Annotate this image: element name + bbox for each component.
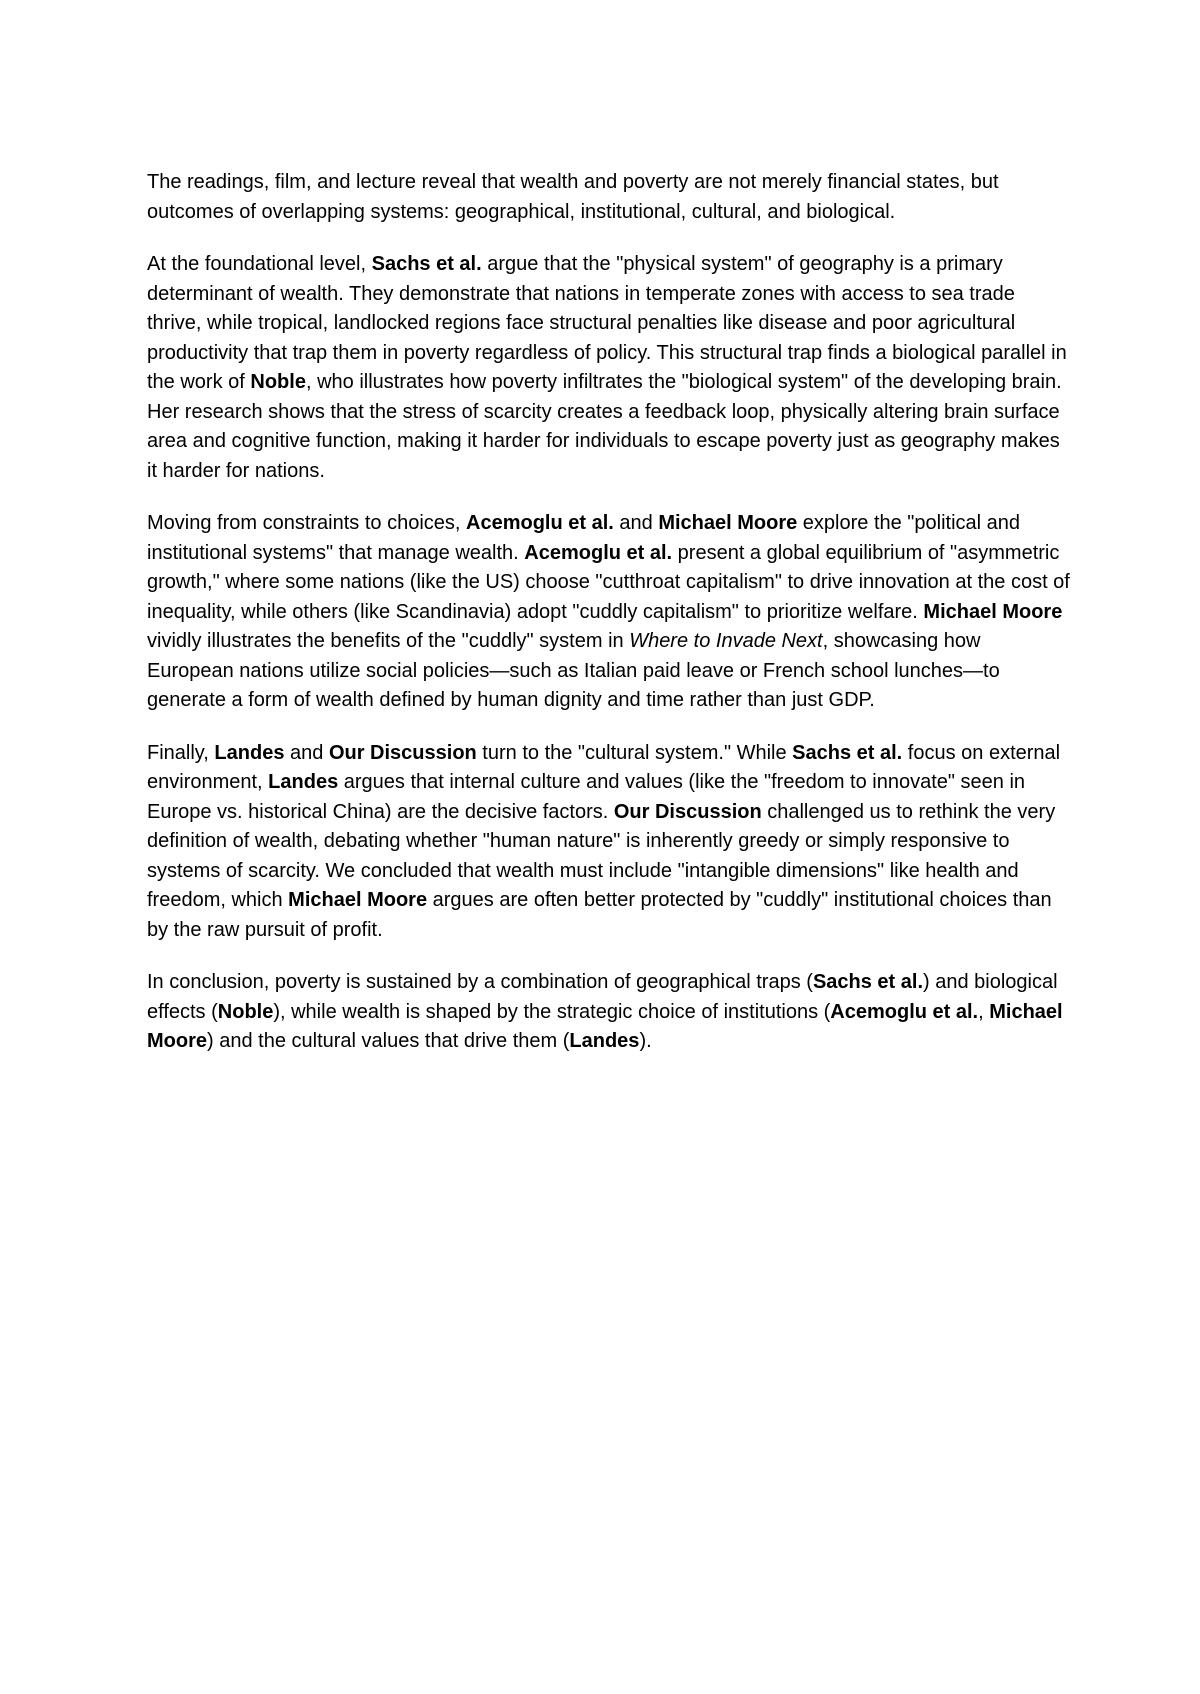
text-run: vividly illustrates the benefits of the "cuddly" system in (147, 630, 630, 652)
text-run: ) and the cultural values that drive them ( (207, 1030, 570, 1052)
paragraph-culture (147, 739, 1072, 946)
author-reference: Our Discussion (328, 741, 477, 764)
film-title: Where to Invade Next (629, 630, 823, 652)
text-run: ) and biological effects ( (147, 971, 1058, 1023)
paragraph-intro (147, 168, 1072, 227)
author-reference: Sachs et al. (371, 253, 482, 275)
author-reference: Acemoglu et al. (466, 512, 614, 534)
text-run: The readings, film, and lecture reveal that wealth and poverty are not merely financial states, but outcomes of overlapping systems: geographical, institutional, cultural, and biological. (147, 171, 999, 223)
text-run: , who illustrates how poverty infiltrates the "biological system" of the developing brain. Her research shows that the stress of scarcity creates a feedback loop, physically altering brain surface area and cognitive function, making it harder for individuals to escape poverty just as geography makes it harder for nations. (147, 371, 1062, 482)
text-run: , (978, 1000, 990, 1023)
text-run: explore the "political and institutional systems" that manage wealth. (147, 512, 1021, 564)
document-body (147, 168, 1072, 1080)
text-run: Moving from constraints to choices, (147, 512, 467, 534)
author-reference: Michael Moore (923, 600, 1063, 623)
author-reference: Michael Moore (288, 889, 428, 911)
text-run: present a global equilibrium of "asymmetric growth," where some nations (like the US) choose "cutthroat capitalism" to drive innovation at the cost of inequality, while others (like Scandinavia) adopt "cuddly capitalism" to prioritize welfare. (147, 541, 1070, 623)
author-reference: Michael Moore (658, 512, 798, 534)
author-reference: Michael Moore (147, 1000, 1063, 1052)
text-run: Finally, (147, 741, 215, 764)
text-run: and (613, 512, 659, 534)
text-run: argues are often better protected by "cuddly" institutional choices than by the raw pursuit of profit. (147, 889, 1052, 941)
author-reference: Acemoglu et al. (830, 1000, 979, 1023)
text-run: argues that internal culture and values (like the "freedom to innovate" seen in Europe vs. historical China) are the decisive factors. (147, 771, 1026, 823)
author-reference: Landes (569, 1030, 640, 1052)
author-reference: Noble (217, 1000, 274, 1023)
author-reference: Landes (268, 771, 339, 793)
text-run: and (284, 741, 329, 764)
text-run: turn to the "cultural system." While (476, 741, 793, 764)
paragraph-geography-biology (147, 250, 1072, 486)
author-reference: Sachs et al. (792, 741, 903, 764)
text-run: ), while wealth is shaped by the strategic choice of institutions ( (273, 1000, 831, 1023)
text-run: ). (639, 1030, 652, 1052)
paragraph-institutions (147, 509, 1072, 716)
text-run: focus on external environment, (147, 741, 1061, 793)
paragraph-conclusion (147, 968, 1072, 1057)
text-run: argue that the "physical system" of geography is a primary determinant of wealth. They demonstrate that nations in temperate zones with access to sea trade thrive, while tropical, landlocked regions face structural penalties like disease and poor agricultural productivity that trap them in poverty regardless of policy. This structural trap finds a biological parallel in the work of (147, 253, 1067, 393)
text-run: , showcasing how European nations utilize social policies—such as Italian paid leave or French school lunches—to generate a form of wealth defined by human dignity and time rather than just GDP. (147, 630, 1000, 711)
text-run: At the foundational level, (147, 253, 372, 275)
text-run: challenged us to rethink the very definition of wealth, debating whether "human nature" is inherently greedy or simply responsive to systems of scarcity. We concluded that wealth must include "intangible dimensions" like health and freedom, which (147, 800, 1056, 911)
author-reference: Sachs et al. (812, 971, 923, 993)
author-reference: Our Discussion (613, 800, 762, 823)
author-reference: Acemoglu et al. (524, 541, 673, 564)
author-reference: Landes (214, 741, 285, 764)
text-run: In conclusion, poverty is sustained by a combination of geographical traps ( (147, 971, 813, 993)
author-reference: Noble (250, 371, 306, 393)
